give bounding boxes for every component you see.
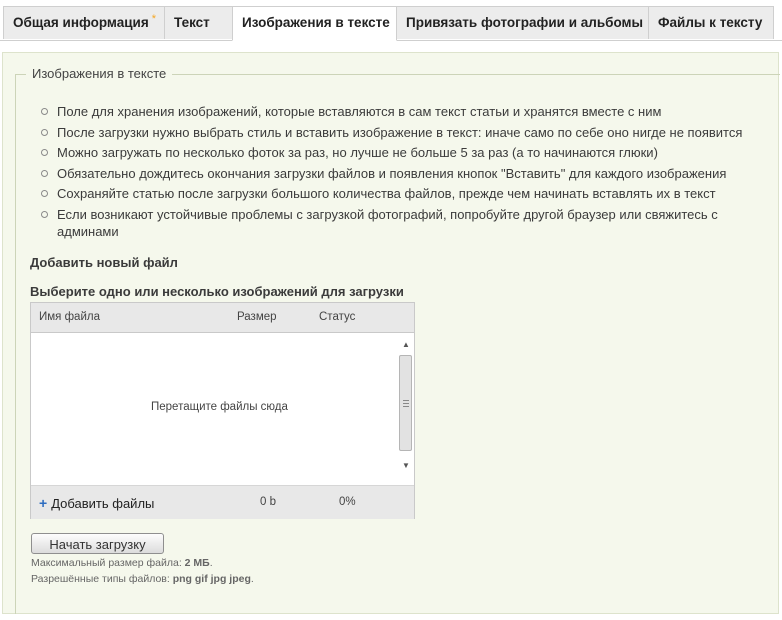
max-size-value: 2 МБ bbox=[184, 557, 210, 569]
list-item: Сохраняйте статью после загрузки большого количества файлов, прежде чем начинать вставлять их в текст bbox=[40, 185, 750, 202]
start-upload-button[interactable]: Начать загрузку bbox=[31, 533, 164, 554]
tab-general-info[interactable] bbox=[3, 6, 165, 39]
column-header-name: Имя файла bbox=[39, 311, 100, 323]
tab-label: Изображения в тексте bbox=[242, 15, 390, 30]
grip-icon bbox=[403, 400, 409, 407]
add-file-heading: Добавить новый файл bbox=[30, 255, 178, 270]
required-mark: * bbox=[151, 13, 157, 25]
total-size: 0 b bbox=[260, 496, 276, 508]
allowed-types-label: Разрешённые типы файлов: bbox=[31, 573, 170, 585]
tab-label: Файлы к тексту bbox=[658, 15, 763, 30]
list-item: Если возникают устойчивые проблемы с загрузкой фотографий, попробуйте другой браузер или свяжитесь с админами bbox=[40, 206, 750, 240]
max-size-label: Максимальный размер файла: bbox=[31, 557, 182, 569]
tab-text[interactable] bbox=[164, 6, 234, 39]
tab-label: Привязать фотографии и альбомы bbox=[406, 15, 644, 30]
tab-images-in-text[interactable] bbox=[232, 6, 397, 41]
fieldset-border-left bbox=[15, 74, 16, 614]
fieldset-legend: Изображения в тексте bbox=[26, 66, 172, 81]
tab-bar bbox=[0, 0, 782, 41]
allowed-types-note: Разрешённые типы файлов: png gif jpg jpeg. bbox=[31, 573, 254, 585]
list-item: После загрузки нужно выбрать стиль и вставить изображение в текст: иначе само по себе оно нигде не появится bbox=[40, 124, 750, 141]
column-header-status: Статус bbox=[319, 311, 356, 323]
list-item: Обязательно дождитесь окончания загрузки файлов и появления кнопок "Вставить" для каждого изображения bbox=[40, 165, 750, 182]
tab-label: Текст bbox=[174, 15, 210, 30]
list-item: Можно загружать по несколько фоток за раз, но лучше не больше 5 за раз (а то начинаются глюки) bbox=[40, 144, 750, 161]
info-list bbox=[40, 103, 750, 243]
uploader-header bbox=[31, 303, 414, 333]
file-uploader bbox=[30, 302, 415, 519]
select-images-heading: Выберите одно или несколько изображений для загрузки bbox=[30, 284, 404, 299]
drop-zone-text: Перетащите файлы сюда bbox=[151, 401, 288, 413]
drop-zone[interactable] bbox=[31, 333, 414, 485]
add-files-button[interactable] bbox=[39, 495, 154, 511]
uploader-footer bbox=[31, 485, 414, 519]
scroll-down-arrow-icon[interactable]: ▼ bbox=[402, 461, 410, 470]
allowed-types-value: png gif jpg jpeg bbox=[172, 573, 251, 585]
file-list-scrollbar[interactable] bbox=[398, 337, 414, 475]
add-files-label: Добавить файлы bbox=[51, 496, 155, 511]
total-progress: 0% bbox=[339, 496, 356, 508]
max-file-size-note: Максимальный размер файла: 2 МБ. bbox=[31, 557, 213, 569]
scroll-up-arrow-icon[interactable]: ▲ bbox=[402, 340, 410, 349]
tab-files[interactable] bbox=[648, 6, 774, 39]
tab-label: Общая информация bbox=[13, 15, 149, 30]
list-item: Поле для хранения изображений, которые вставляются в сам текст статьи и хранятся вместе с ним bbox=[40, 103, 750, 120]
column-header-size: Размер bbox=[237, 311, 277, 323]
plus-icon: + bbox=[39, 495, 48, 511]
scrollbar-thumb[interactable] bbox=[399, 355, 412, 451]
tab-attach-photos[interactable] bbox=[396, 6, 649, 39]
